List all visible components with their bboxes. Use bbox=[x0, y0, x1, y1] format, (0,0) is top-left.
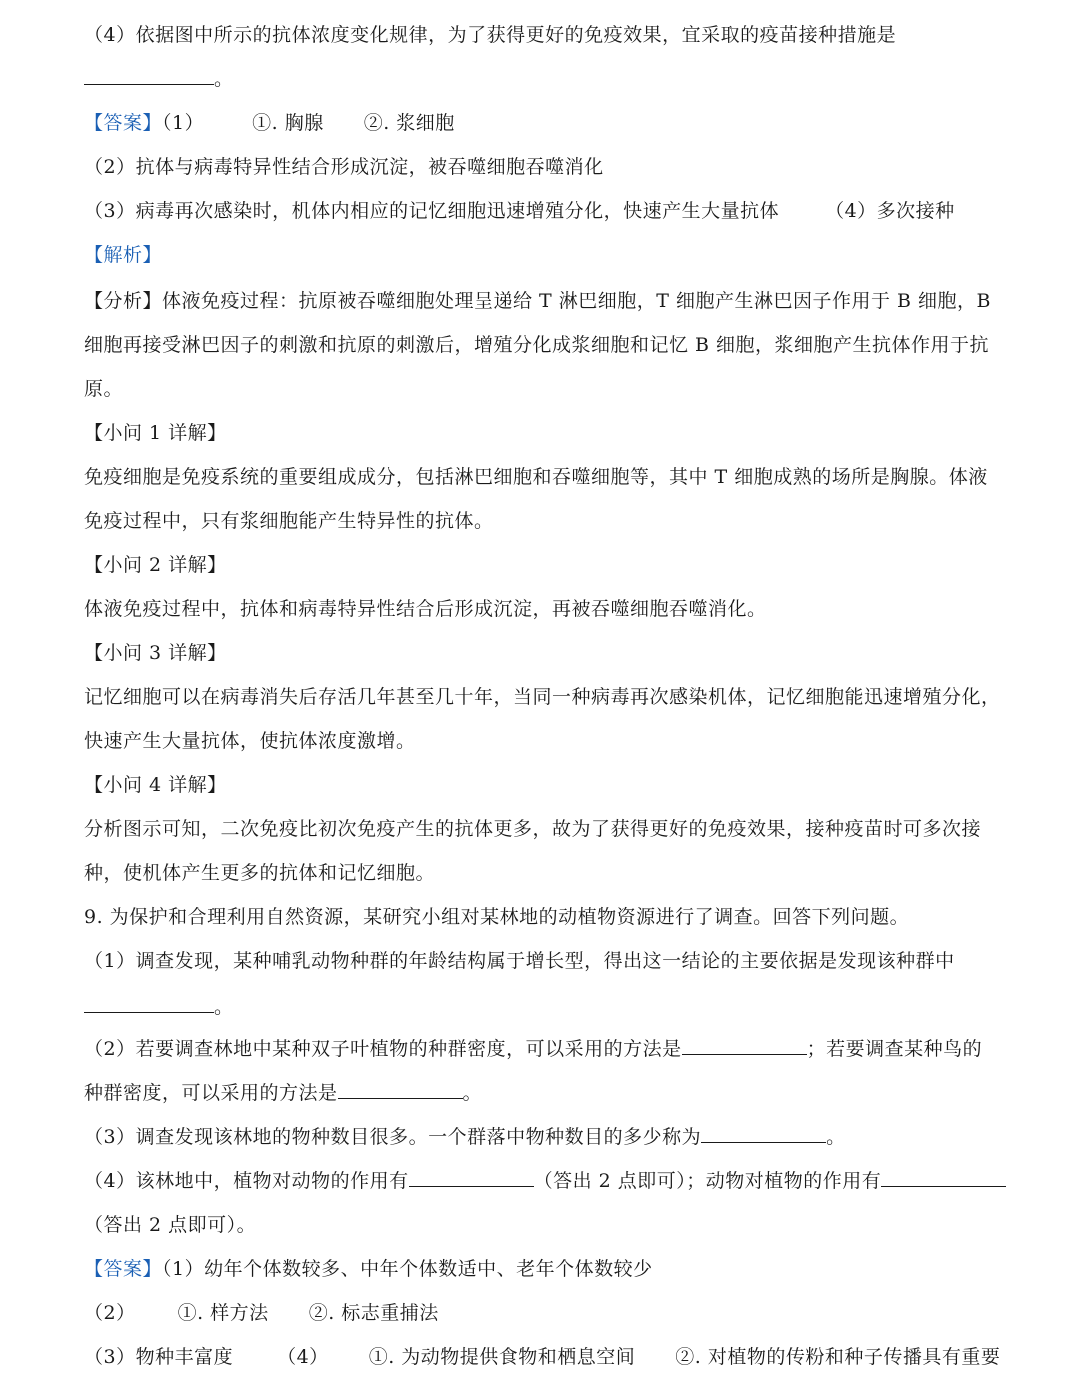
q9-part1-answer-blank-line bbox=[84, 994, 234, 1020]
answer-option: ①. 样方法 bbox=[177, 1302, 269, 1324]
punctuation: 。 bbox=[214, 996, 234, 1018]
answer-blank bbox=[84, 994, 214, 1013]
q8-sub4-line-1 bbox=[84, 816, 981, 842]
q8-sub2-line-1 bbox=[84, 596, 767, 622]
q8-sub1-heading bbox=[84, 420, 227, 446]
q9-part4-line-2 bbox=[84, 1212, 256, 1238]
q9-part2-line-1 bbox=[84, 1036, 982, 1062]
question-text: （1）调查发现，某种哺乳动物种群的年龄结构属于增长型，得出这一结论的主要依据是发现该种群中 bbox=[84, 950, 955, 972]
question-text: （2）若要调查林地中某种双子叶植物的种群密度，可以采用的方法是 bbox=[84, 1038, 682, 1060]
question-text: （答出 2 点即可）；动物对植物的作用有 bbox=[533, 1170, 882, 1192]
q9-answer-line-1 bbox=[84, 1256, 653, 1282]
q8-sub4-line-2 bbox=[84, 860, 435, 886]
q9-answer-line-3 bbox=[84, 1344, 1000, 1370]
answer-text: （4）多次接种 bbox=[825, 200, 955, 222]
q9-part2-line-2 bbox=[84, 1080, 482, 1106]
answer-option: ①. 胸腺 bbox=[252, 112, 324, 134]
q8-answer-line-1 bbox=[84, 110, 455, 136]
q8-analysis-line-3 bbox=[84, 376, 123, 402]
q8-answer-line-3 bbox=[84, 198, 955, 224]
explanation-text: 记忆细胞可以在病毒消失后存活几年甚至几十年，当同一种病毒再次感染机体，记忆细胞能迅速增殖分化， bbox=[84, 686, 1001, 708]
answer-option: ②. 对植物的传粉和种子传播具有重要 bbox=[675, 1346, 1001, 1368]
q8-sub2-heading bbox=[84, 552, 227, 578]
explanation-text: 免疫细胞是免疫系统的重要组成成分，包括淋巴细胞和吞噬细胞等，其中 T 细胞成熟的场所是胸腺。体液 bbox=[84, 466, 988, 488]
answer-option: ①. 为动物提供食物和栖息空间 bbox=[368, 1346, 636, 1368]
answer-option: ②. 标志重捕法 bbox=[308, 1302, 439, 1324]
explanation-text: 体液免疫过程中，抗体和病毒特异性结合后形成沉淀，再被吞噬细胞吞噬消化。 bbox=[84, 598, 767, 620]
q8-analysis-line-1 bbox=[84, 288, 991, 314]
answer-label: 【答案】 bbox=[84, 112, 163, 134]
sub-heading: 【小问 2 详解】 bbox=[84, 554, 227, 576]
q9-part3-question bbox=[84, 1124, 846, 1150]
answer-text: （1）幼年个体数较多、中年个体数适中、老年个体数较少 bbox=[162, 1258, 653, 1280]
answer-number: （2） bbox=[84, 1302, 136, 1324]
answer-blank bbox=[338, 1080, 463, 1099]
q9-answer-line-2 bbox=[84, 1300, 439, 1326]
punctuation: 。 bbox=[826, 1126, 846, 1148]
answer-blank bbox=[881, 1168, 1006, 1187]
explanation-text: 免疫过程中，只有浆细胞能产生特异性的抗体。 bbox=[84, 510, 494, 532]
q8-sub3-heading bbox=[84, 640, 227, 666]
q8-analysis-line-2 bbox=[84, 332, 989, 358]
q8-sub4-heading bbox=[84, 772, 227, 798]
question-text: （4）依据图中所示的抗体浓度变化规律，为了获得更好的免疫效果，宜采取的疫苗接种措施是 bbox=[84, 24, 897, 46]
answer-blank bbox=[682, 1036, 807, 1055]
analysis-text: 原。 bbox=[84, 378, 124, 400]
explanation-text: 种，使机体产生更多的抗体和记忆细胞。 bbox=[84, 862, 436, 884]
analysis-text: 细胞再接受淋巴因子的刺激和抗原的刺激后，增殖分化成浆细胞和记忆 B 细胞，浆细胞产生抗体作用于抗 bbox=[84, 334, 990, 356]
q9-part1-question bbox=[84, 948, 955, 974]
q8-part4-answer-blank-line bbox=[84, 66, 234, 92]
sub-heading: 【小问 3 详解】 bbox=[84, 642, 227, 664]
answer-blank bbox=[409, 1168, 534, 1187]
punctuation: 。 bbox=[462, 1082, 483, 1104]
q8-sub1-line-1 bbox=[84, 464, 988, 490]
answer-number: （1） bbox=[162, 112, 205, 134]
sub-heading: 【小问 4 详解】 bbox=[84, 774, 227, 796]
q8-sub1-line-2 bbox=[84, 508, 494, 534]
answer-text: （2）抗体与病毒特异性结合形成沉淀，被吞噬细胞吞噬消化 bbox=[84, 156, 604, 178]
answer-option: ②. 浆细胞 bbox=[363, 112, 455, 134]
q8-sub3-line-2 bbox=[84, 728, 416, 754]
q8-sub3-line-1 bbox=[84, 684, 1001, 710]
q9-stem bbox=[84, 904, 909, 930]
answer-number: （4） bbox=[277, 1346, 329, 1368]
answer-text: （3）病毒再次感染时，机体内相应的记忆细胞迅速增殖分化，快速产生大量抗体 bbox=[84, 200, 780, 222]
q8-part4-question bbox=[84, 22, 896, 48]
q8-answer-line-2 bbox=[84, 154, 604, 180]
answer-label: 【答案】 bbox=[84, 1258, 163, 1280]
explanation-text: 分析图示可知，二次免疫比初次免疫产生的抗体更多，故为了获得更好的免疫效果，接种疫苗时可多次接 bbox=[84, 818, 982, 840]
question-text: （3）调查发现该林地的物种数目很多。一个群落中物种数目的多少称为 bbox=[84, 1126, 702, 1148]
answer-text: （3）物种丰富度 bbox=[84, 1346, 234, 1368]
answer-blank bbox=[701, 1124, 826, 1143]
q9-part4-line-1 bbox=[84, 1168, 1006, 1194]
analysis-label: 【解析】 bbox=[84, 244, 163, 266]
punctuation: 。 bbox=[214, 68, 234, 90]
question-stem: 9. 为保护和合理利用自然资源，某研究小组对某林地的动植物资源进行了调查。回答下列问题。 bbox=[84, 906, 910, 928]
answer-blank bbox=[84, 66, 214, 85]
explanation-text: 快速产生大量抗体，使抗体浓度激增。 bbox=[84, 730, 416, 752]
analysis-text: 【分析】体液免疫过程：抗原被吞噬细胞处理呈递给 T 淋巴细胞，T 细胞产生淋巴因子作用于 B 细胞，B bbox=[84, 290, 991, 312]
question-text: （答出 2 点即可）。 bbox=[84, 1214, 257, 1236]
sub-heading: 【小问 1 详解】 bbox=[84, 422, 227, 444]
q8-analysis-label bbox=[84, 242, 162, 268]
question-text: （4）该林地中，植物对动物的作用有 bbox=[84, 1170, 409, 1192]
question-text: ；若要调查某种鸟的 bbox=[806, 1038, 983, 1060]
question-text: 种群密度，可以采用的方法是 bbox=[84, 1082, 338, 1104]
